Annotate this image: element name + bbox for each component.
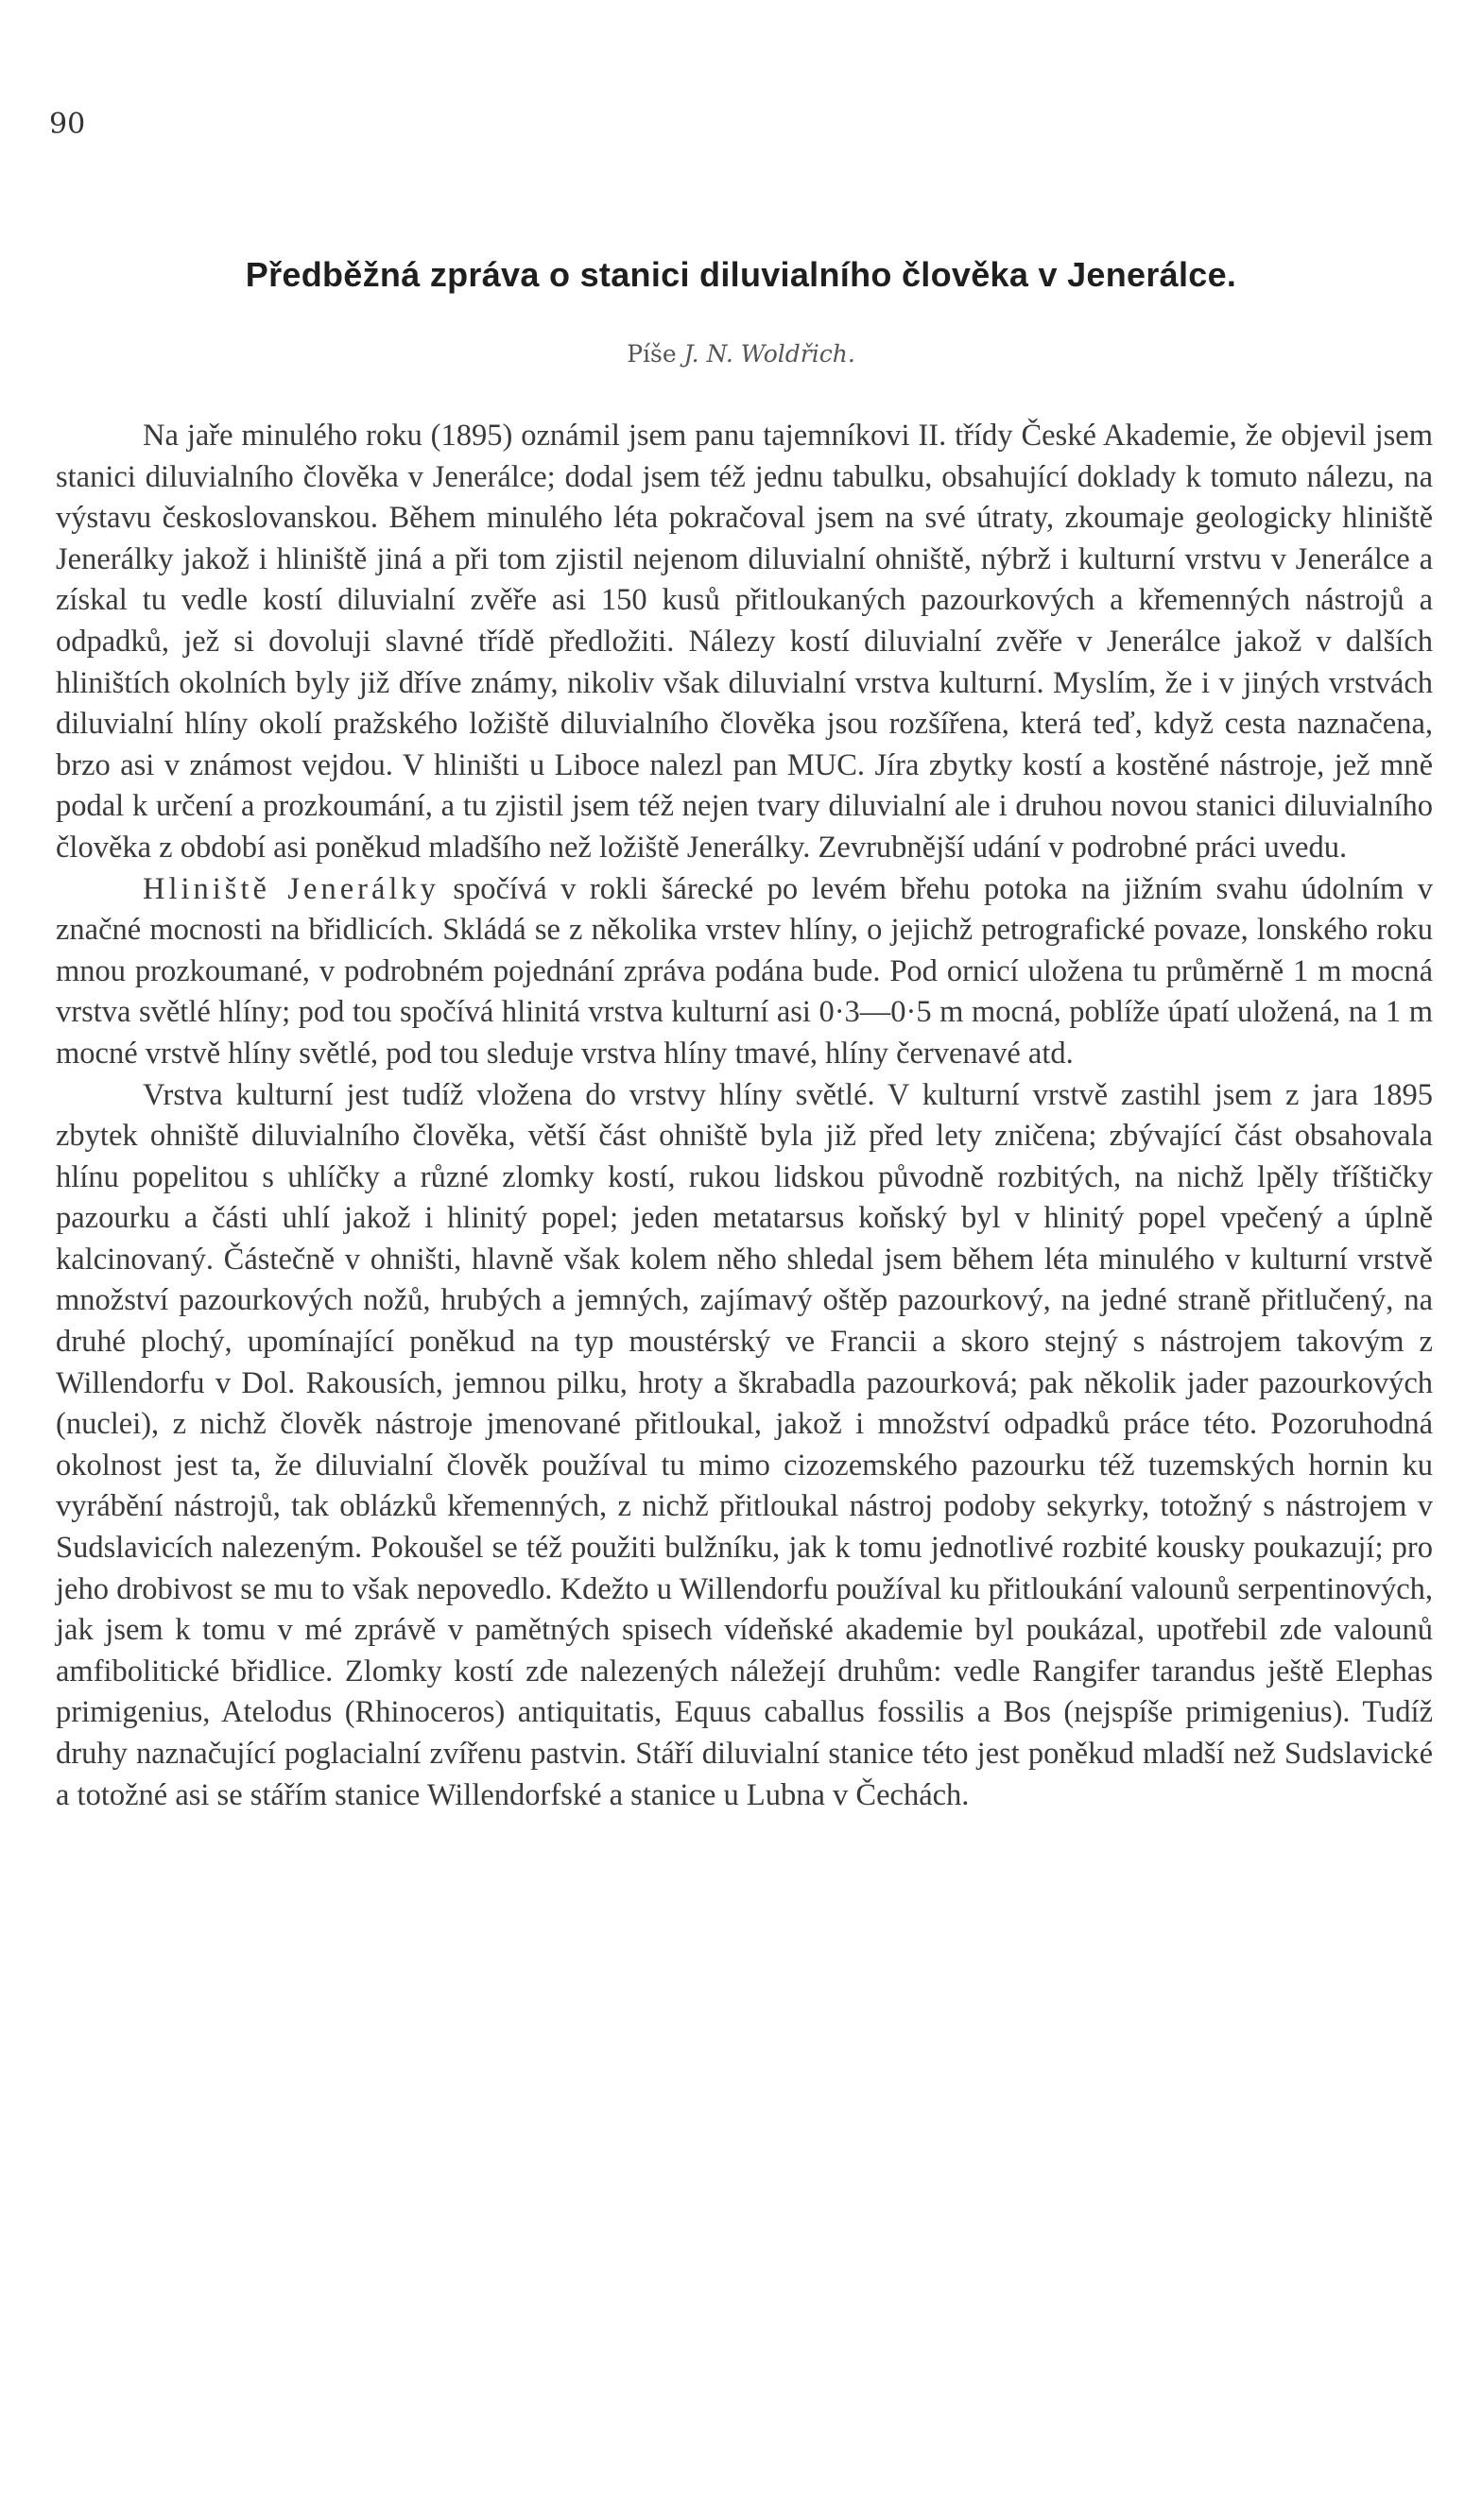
article-title: Předběžná zpráva o stanici diluvialního člověka v Jenerálce. bbox=[245, 255, 1237, 294]
page-number: 90 bbox=[49, 108, 86, 141]
article-body bbox=[56, 416, 1433, 1816]
paragraph-2-lead: Hliniště Jenerálky bbox=[143, 871, 439, 906]
paragraph-1: Na jaře minulého roku (1895) oznámil jsem panu tajemníkovi II. třídy České Akademie, že objevil jsem stanici diluvialního člověka v Jenerálce; dodal jsem též jednu tabulku, obsahující doklady k tomuto nálezu, na výstavu českoslovanskou. Během minulého léta pokračoval jsem na své útraty, zkoumaje geologicky hliniště Jenerálky jakož i hliniště jiná a při tom zjistil nejenom diluvialní ohniště, nýbrž i kulturní vrstvu v Jenerálce a získal tu vedle kostí diluvialní zvěře asi 150 kusů přitloukaných pazourkových a křemenných nástrojů a odpadků, jež si dovoluji slavné třídě předložiti. Nálezy kostí diluvialní zvěře v Jenerálce jakož v dalších hliništích okolních byly již dříve známy, nikoliv však diluvialní vrstva kulturní. Myslím, že i v jiných vrstvách diluvialní hlíny okolí pražského ložiště diluvialního člověka jsou rozšířena, která teď, když cesta naznačena, brzo asi v známost vejdou. V hliništi u Liboce nalezl pan MUC. Jíra zbytky kostí a kostěné nástroje, jež mně podal k určení a prozkoumání, a tu zjistil jsem též nejen tvary diluvialní ale i druhou novou stanici diluvialního člověka z období asi poněkud mladšího než ložiště Jenerálky. Zevrubnější udání v podrobné práci uvedu. bbox=[56, 419, 1433, 865]
author-name: J. N. Woldřich. bbox=[683, 340, 855, 368]
byline bbox=[0, 340, 1482, 368]
paragraph-3: Vrstva kulturní jest tudíž vložena do vrstvy hlíny světlé. V kulturní vrstvě zastihl jsem z jara 1895 zbytek ohniště diluvialního člověka, větší část ohniště byla již před lety zničena; zbývající část obsahovala hlínu popelitou s uhlíčky a různé zlomky kostí, rukou lidskou původně rozbitých, na nichž lpěly tříštičky pazourku a části uhlí jakož i hlinitý popel; jeden metatarsus koňský byl v hlinitý popel vpečený a úplně kalcinovaný. Částečně v ohništi, hlavně však kolem něho shledal jsem během léta minulého v kulturní vrstvě množství pazourkových nožů, hrubých a jemných, zajímavý oštěp pazourkový, na jedné straně přitlučený, na druhé plochý, upomínající poněkud na typ moustérský ve Francii a skoro stejný s nástrojem takovým z Willendorfu v Dol. Rakousích, jemnou pilku, hroty a škrabadla pazourková; pak několik jader pazourkových (nuclei), z nichž člověk nástroje jmenované přitloukal, jakož i množství odpadků práce této. Pozoruhodná okolnost jest ta, že diluvialní člověk používal tu mimo cizozemského pazourku též tuzemských hornin ku vyrábění nástrojů, tak oblázků křemenných, z nichž přitloukal nástroj podoby sekyrky, totožný s nástrojem v Sudslavicích nalezeným. Pokoušel se též použiti bulžníku, jak k tomu jednotlivé rozbité kousky poukazují; pro jeho drobivost se mu to však nepovedlo. Kdežto u Willendorfu používal ku přitloukání valounů serpentinových, jak jsem k tomu v mé zprávě v pamětných spisech vídeňské akademie byl poukázal, upotřebil zde valounů amfibolitické břidlice. Zlomky kostí zde nalezených náležejí druhům: vedle Rangifer tarandus ještě Elephas primigenius, Atelodus (Rhinoceros) antiquitatis, Equus caballus fossilis a Bos (nejspíše primigenius). Tudíž druhy naznačující poglacialní zvířenu pastvin. Stáří diluvialní stanice této jest poněkud mladší než Sudslavické a totožné asi se stářím stanice Willendorfské a stanice u Lubna v Čechách. bbox=[56, 1077, 1433, 1812]
paragraph-2-text: spočívá v rokli šárecké po levém břehu potoka na jižním svahu údolním v značné mocnosti na břidlicích. Skládá se z několika vrstev hlíny, o jejichž petrografické povaze, lonského roku mnou prozkoumané, v podrobném pojednání zpráva podána bude. Pod ornicí uložena tu průměrně 1 m mocná vrstva světlé hlíny; pod tou spočívá hlinitá vrstva kulturní asi 0·3—0·5 m mocná, poblíže úpatí uložená, na 1 m mocné vrstvě hlíny světlé, pod tou sleduje vrstva hlíny tmavé, hlíny červenavé atd. bbox=[56, 871, 1433, 1071]
paragraph-2 bbox=[56, 869, 1433, 1075]
byline-prefix: Píše bbox=[627, 340, 677, 368]
